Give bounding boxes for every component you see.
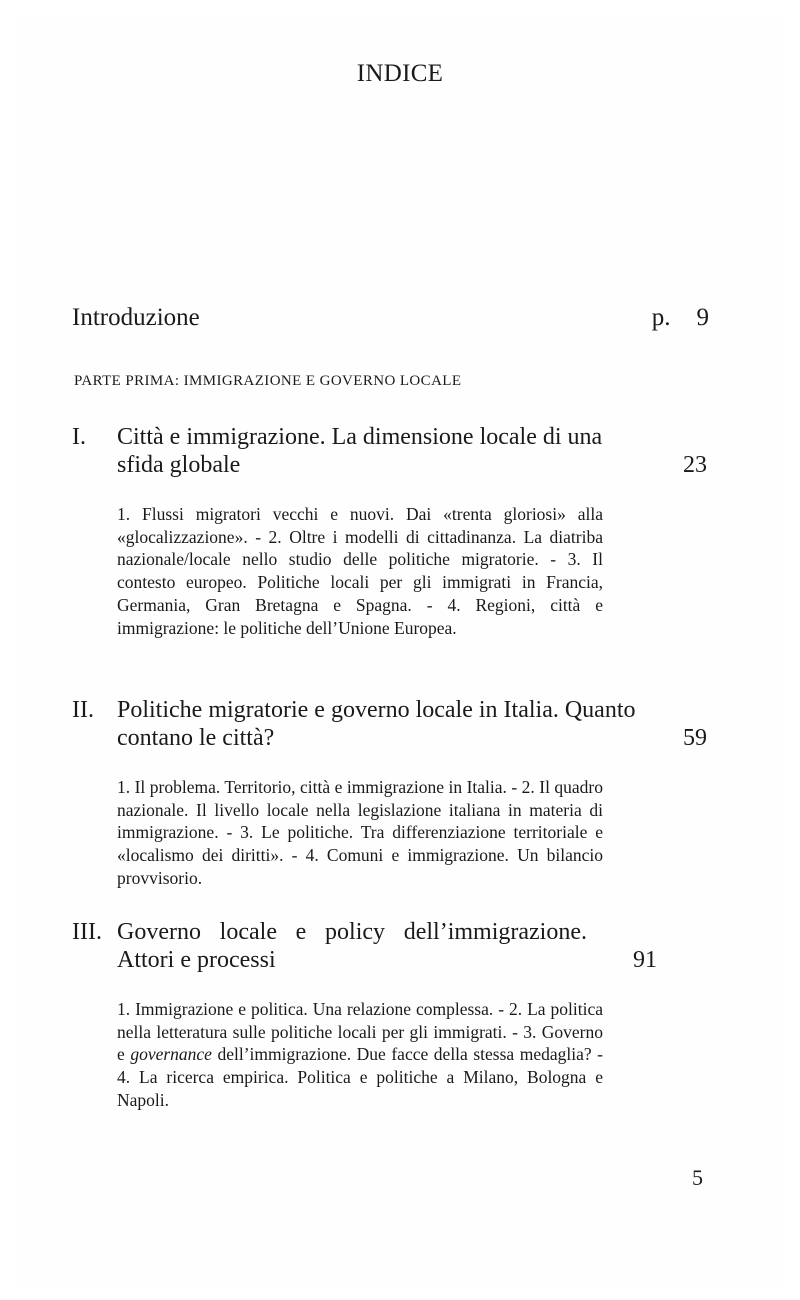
page-prefix: p. [651, 304, 671, 331]
page-title: INDICE [356, 60, 444, 87]
chapter-title: Politiche migratorie e governo locale in Italia. Quanto contano le città? [117, 697, 636, 751]
introduction-page-number: 9 [696, 304, 709, 331]
chapter-summary [117, 998, 603, 1112]
chapter-summary: 1. Il problema. Territorio, città e immigrazione in Italia. - 2. Il quadro nazionale. Il livello locale nella legislazione italiana in materia di immigrazione. - 3. Le politiche. Tra differenziazione territoriale e «localismo dei diritti». - 4. Comuni e immigrazione. Un bilancio provvisorio. [117, 777, 603, 888]
chapter-page-number: 59 [683, 725, 707, 751]
introduction-page-ref [652, 304, 709, 332]
chapter-title: Città e immigrazione. La dimensione locale di una sfida globale [117, 424, 603, 478]
introduction-label: Introduzione [72, 304, 200, 331]
chapter-number: II. [72, 697, 94, 723]
toc-entry-chapter-3 [72, 918, 709, 974]
toc-entry-chapter-1 [72, 423, 709, 479]
summary-italic-term: governance [130, 1044, 212, 1065]
toc-entry-introduction [72, 304, 709, 332]
page-number: 5 [692, 1165, 703, 1190]
chapter-page-number: 91 [633, 947, 657, 973]
part-heading: PARTE PRIMA: IMMIGRAZIONE E GOVERNO LOCALE [74, 373, 462, 389]
chapter-summary: 1. Flussi migratori vecchi e nuovi. Dai «trenta gloriosi» alla «glocalizzazione». - 2. Oltre i modelli di cittadinanza. La diatriba nazionale/locale nello studio delle politiche migratorie. - 3. Il contesto europeo. Politiche locali per gli immigrati in Francia, Germania, Gran Bretagna e Spagna. - 4. Regioni, città e immigrazione: le politiche dell’Unione Europea. [117, 504, 603, 638]
summary-text: dell’immigrazione. Due facce della stessa medaglia? - 4. La ricerca empirica. Politica e politiche a Milano, Bologna e Napoli. [117, 1044, 603, 1110]
chapter-page-number: 23 [683, 452, 707, 478]
toc-entry-chapter-2 [72, 696, 709, 752]
chapter-number: I. [72, 424, 86, 450]
summary-text: 1. Immigrazione e politica. Una relazione complessa. - 2. La politica nella letteratura sulle politiche locali per gli immigrati. - 3. Governo e [117, 999, 603, 1065]
chapter-number: III. [72, 919, 102, 945]
chapter-title: Governo locale e policy dell’immigrazione. Attori e processi [117, 919, 587, 973]
